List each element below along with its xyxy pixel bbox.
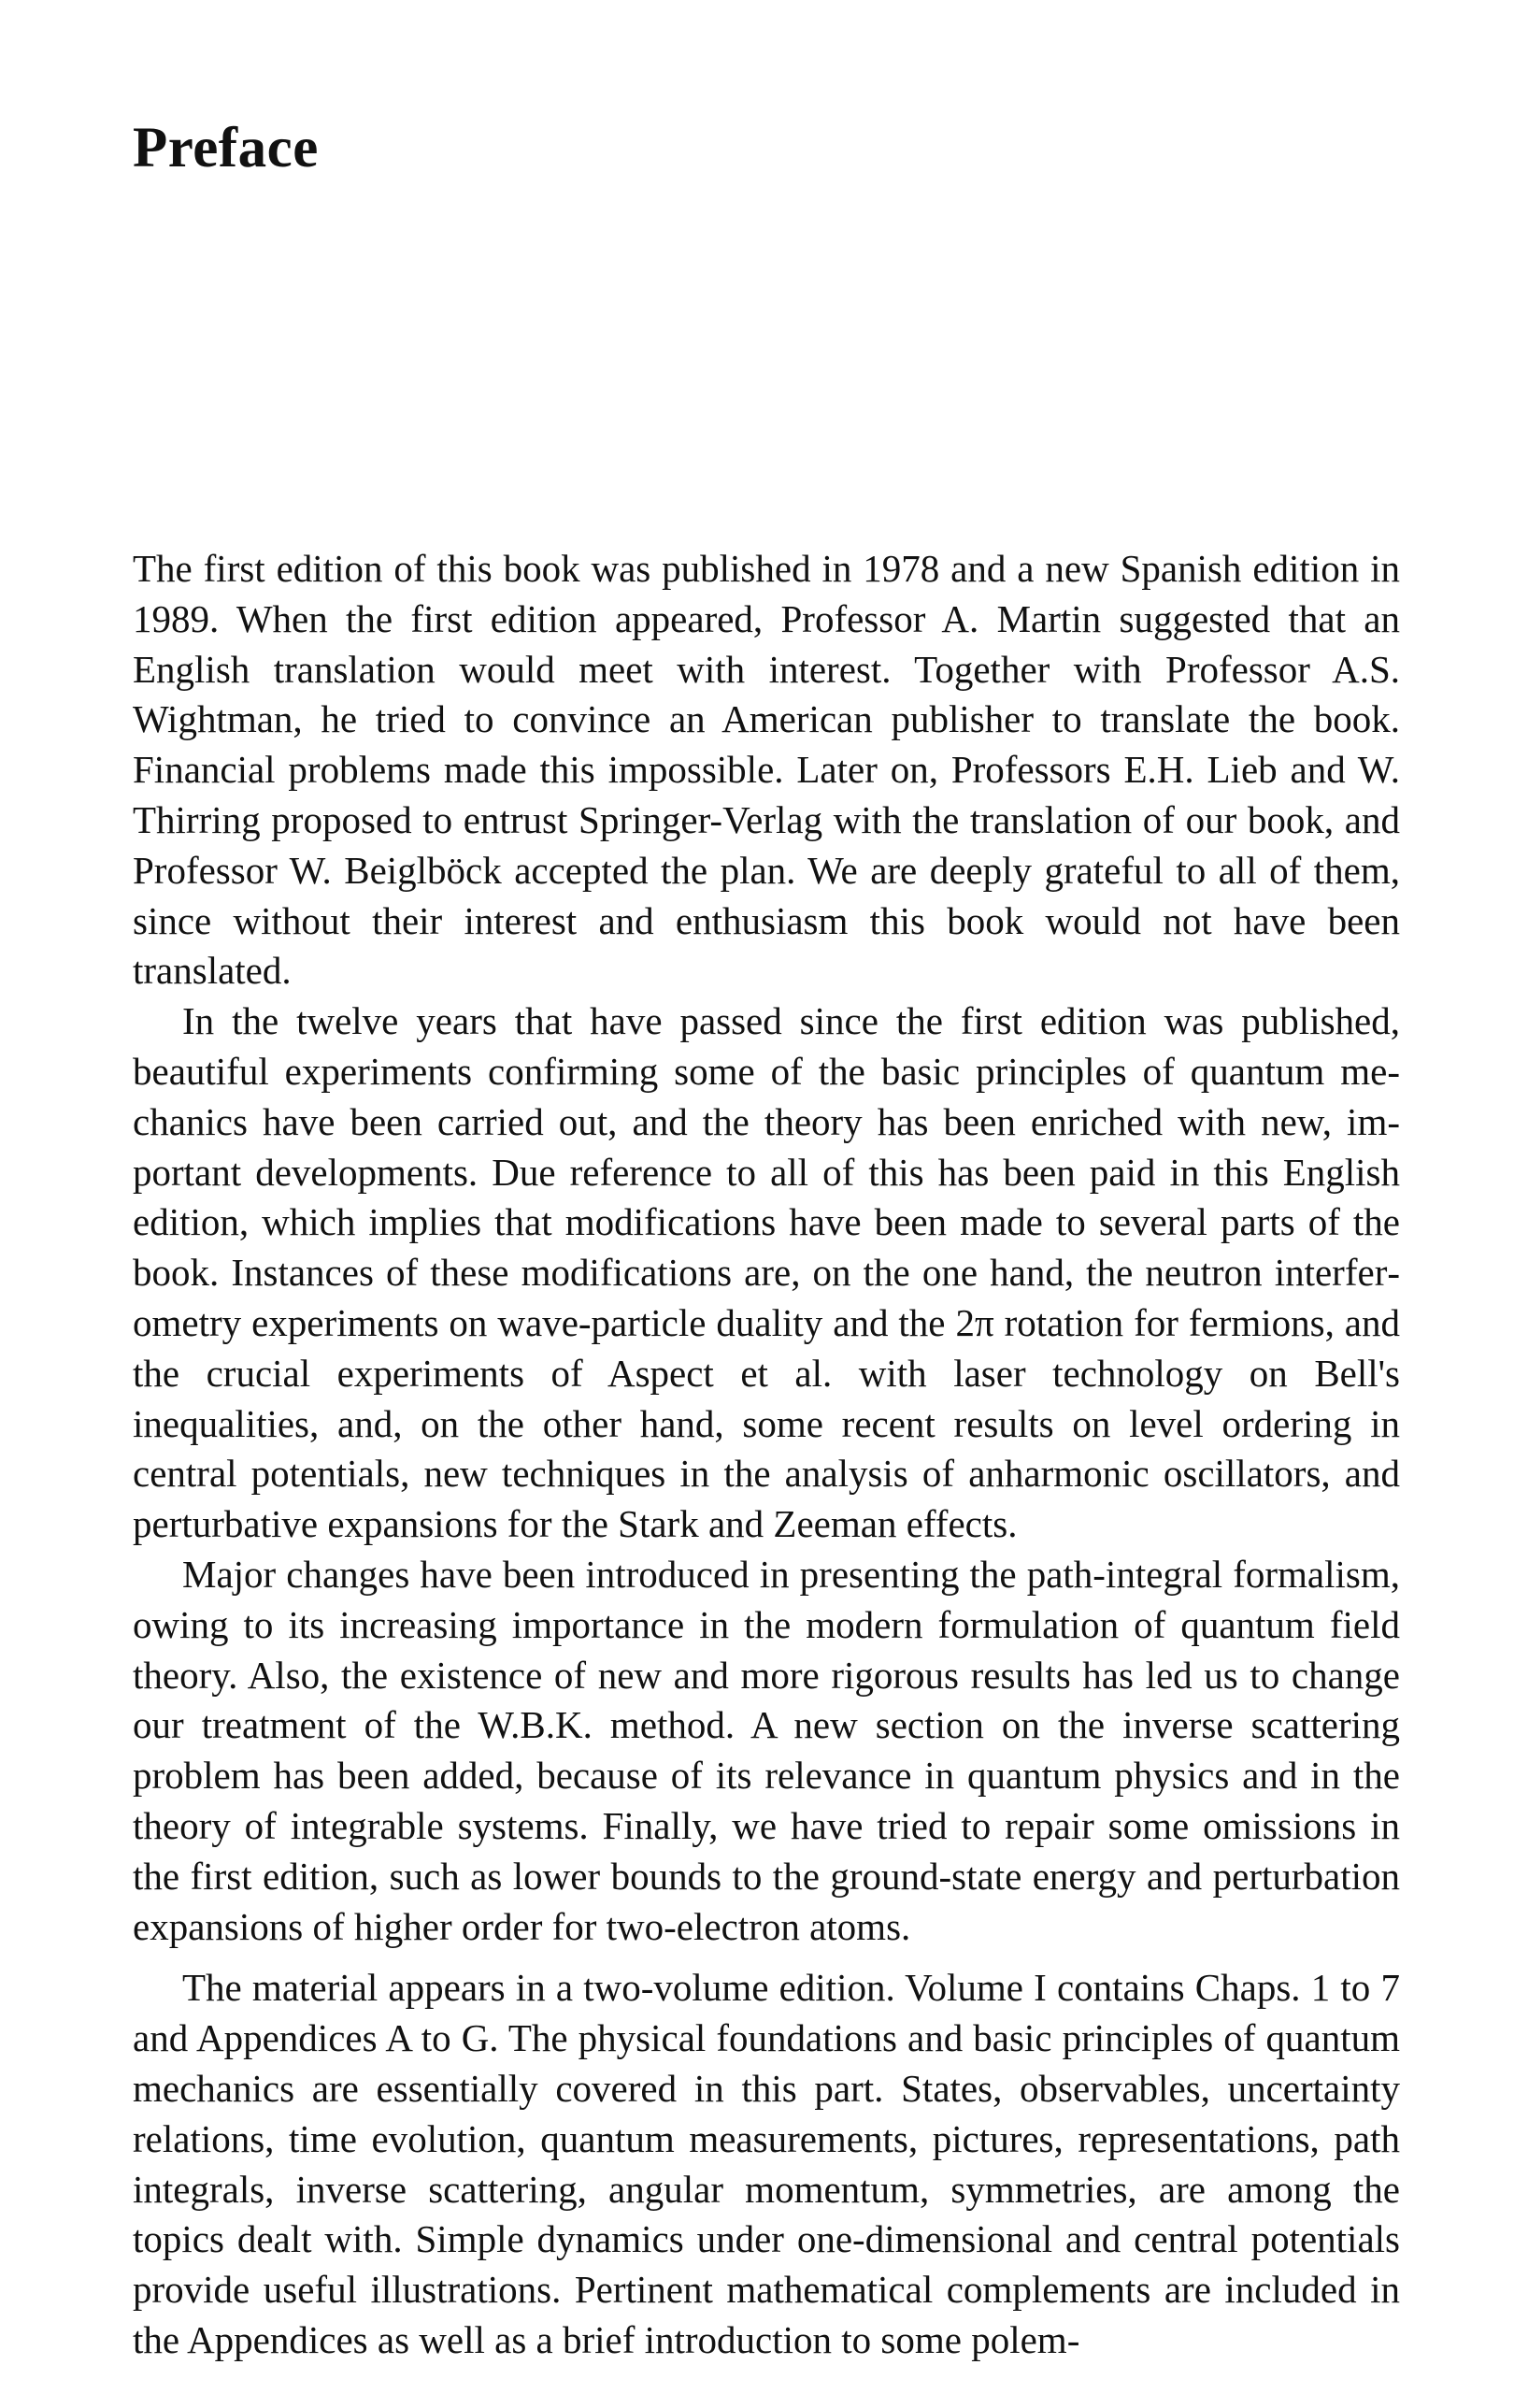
page-title: Preface xyxy=(133,117,319,179)
paragraph-3: Major changes have been introduced in presenting the path-integral formalism, owing to its increasing importance in the modern formulation of quantum field theory. Also, the existence of new and more rigorous results has led us to change our treatment of the W.B.K. method. A new section on the inverse scattering problem has been added, because of its relevance in quantum physics and in the theory of integrable systems. Finally, we have tried to repair some omissions in the first edition, such as lower bounds to the ground-state energy and perturbation expansions of higher order for two-electron atoms. xyxy=(133,1552,1400,1948)
paragraph-4: The material appears in a two-volume edition. Volume I contains Chaps. 1 to 7 and Appendices A to G. The physical foundations and basic principles of quantum mechanics are essentially covered in this part. States, observables, uncertainty relations, time evolution, quantum measurements, pictures, representations, path integrals, inverse scattering, angular momentum, symmetries, are among the topics dealt with. Simple dynamics under one-dimensional and central potentials provide useful illustrations. Pertinent mathematical complements are included in the Appendices as well as a brief introduction to some polem- xyxy=(133,1966,1400,2361)
preface-body xyxy=(133,544,1400,2366)
paragraph-2: In the twelve years that have passed since the first edition was published, beautiful experiments confirming some of the basic principles of quantum mechanics have been carried out, and the theory has been enriched with new, important developments. Due reference to all of this has been paid in this English edition, which implies that modifications have been made to several parts of the book. Instances of these modifications are, on the one hand, the neutron interferometry experiments on wave-particle duality and the 2π rotation for fermions, and the crucial experiments of Aspect et al. with laser technology on Bell's inequalities, and, on the other hand, some recent results on level ordering in central potentials, new techniques in the analysis of anharmonic oscillators, and perturbative expansions for the Stark and Zeeman effects. xyxy=(133,999,1400,1546)
paragraph-1: The first edition of this book was published in 1978 and a new Spanish edition in 1989. When the first edition appeared, Professor A. Martin suggested that an English translation would meet with interest. Together with Professor A.S. Wightman, he tried to convince an American publisher to translate the book. Financial problems made this impossible. Later on, Professors E.H. Lieb and W. Thirring proposed to entrust Springer-Verlag with the translation of our book, and Professor W. Beiglböck accepted the plan. We are deeply grateful to all of them, since without their interest and enthusiasm this book would not have been translated. xyxy=(133,547,1400,993)
